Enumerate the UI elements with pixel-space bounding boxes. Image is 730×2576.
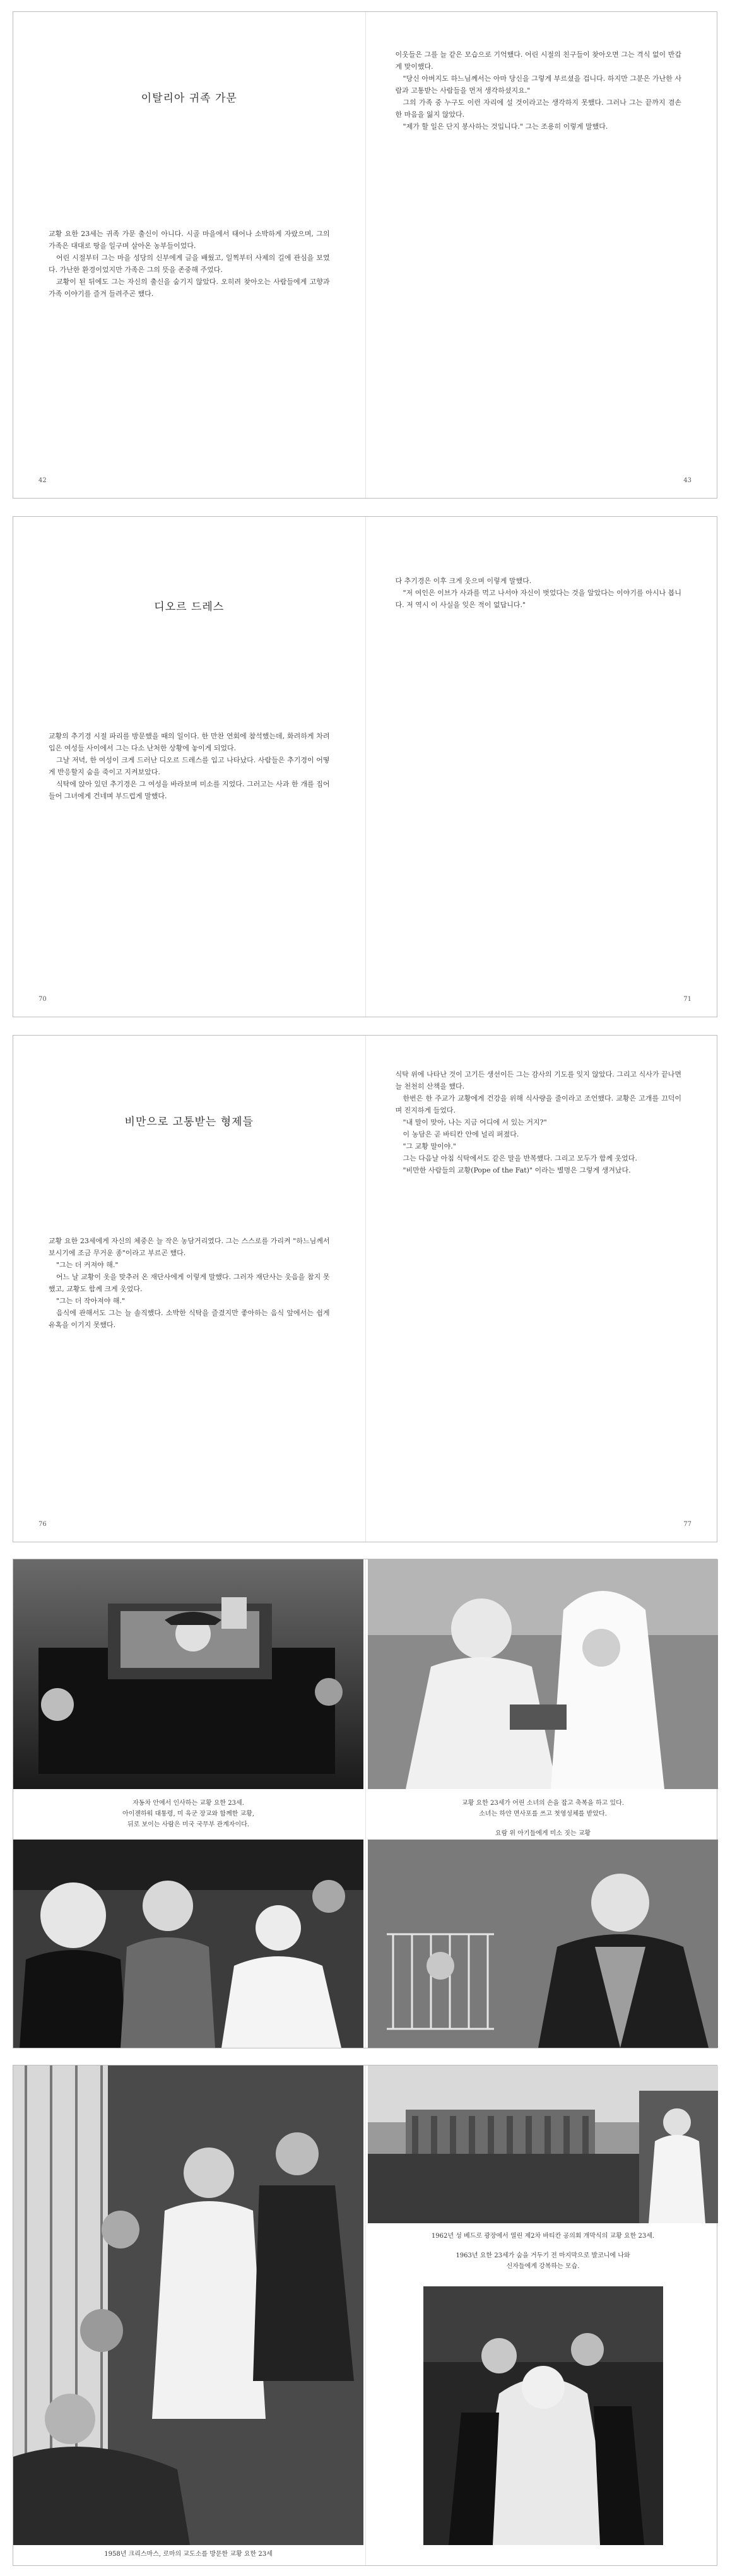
page-number: 71 (683, 996, 692, 1003)
paragraph: 그는 다음날 아침 식탁에서도 같은 말을 반복했다. 그리고 모두가 함께 웃었다. (403, 1154, 637, 1162)
gutter-divider (365, 1559, 366, 2048)
photo-spread-2 (13, 2065, 717, 2566)
photo-st-peters-square (368, 2065, 718, 2223)
body-text-left (49, 730, 330, 802)
page-number: 70 (38, 996, 47, 1003)
page-43 (365, 12, 717, 498)
page-71 (365, 517, 717, 1017)
body-text-right (396, 575, 682, 611)
paragraph: "당신 아버지도 하느님께서는 아마 당신을 그렇게 부르셨을 겁니다. 하지만 그분은 가난한 사람과 고통받는 사람들을 먼저 생각하셨지요." (395, 74, 681, 95)
photo-caption (368, 2231, 718, 2272)
photo-caption (368, 1798, 718, 1839)
paragraph: 식탁 위에 나타난 것이 고기든 생선이든 그는 감사의 기도를 잊지 않았다. 그리고 식사가 끝나면 늘 천천히 산책을 했다. (395, 1070, 681, 1090)
photo-eisenhower-meeting (13, 1840, 363, 2048)
paragraph: "비만한 사람들의 교황(Pope of the Fat)" 이라는 별명은 그렇게 생겨났다. (403, 1166, 631, 1174)
caption-line: 교황 요한 23세가 어린 소녀의 손을 잡고 축복을 하고 있다. (461, 1800, 625, 1807)
paragraph: 어린 시절부터 그는 마을 성당의 신부에게 글을 배웠고, 일찍부터 사제의 길에 관심을 보였다. 가난한 환경이었지만 가족은 그의 뜻을 존중해 주었다. (49, 254, 330, 274)
photo-caption: 1958년 크리스마스, 로마의 교도소를 방문한 교황 요한 23세 (104, 2551, 273, 2558)
paragraph: 그의 가족 중 누구도 이런 자리에 설 것이라고는 생각하지 못했다. 그러나 그는 끝까지 겸손한 마음을 잃지 않았다. (395, 98, 681, 119)
page-70 (13, 517, 365, 1017)
paragraph: 이웃들은 그를 늘 같은 모습으로 기억했다. 어린 시절의 친구들이 찾아오면 그는 격식 없이 반갑게 맞이했다. (395, 50, 681, 71)
paragraph: 교황 요한 23세는 귀족 가문 출신이 아니다. 시골 마을에서 태어나 소박하게 자랐으며, 그의 가족은 대대로 땅을 일구며 살아온 농부들이었다. (49, 230, 330, 250)
chapter-title: 디오르 드레스 (154, 601, 225, 613)
page-76 (13, 1036, 365, 1542)
page-77 (365, 1036, 717, 1542)
photo-last-blessing (423, 2286, 663, 2545)
caption-line: 1963년 요한 23세가 숨을 거두기 전 마지막으로 발코니에 나와 (456, 2252, 630, 2259)
caption-line: 1962년 성 베드로 광장에서 열린 제2차 바티칸 공의회 개막식의 교황 요한 23세. (431, 2233, 655, 2240)
caption-line: 소녀는 하얀 면사포를 쓰고 첫영성체를 받았다. (479, 1811, 607, 1817)
body-text-right (396, 1068, 682, 1176)
photo-car-greeting (13, 1559, 363, 1789)
page-number: 76 (38, 1521, 47, 1528)
body-text-right (396, 49, 682, 133)
paragraph: 한번은 한 주교가 교황에게 건강을 위해 식사량을 줄이라고 조언했다. 교황은 고개를 끄덕이며 진지하게 들었다. (395, 1094, 681, 1114)
paragraph: 어느 날 교황이 옷을 맞추러 온 재단사에게 이렇게 말했다. 그러자 재단사는 웃음을 참지 못했고, 교황도 함께 크게 웃었다. (49, 1273, 330, 1293)
paragraph: "그는 더 작아져야 해." (56, 1297, 126, 1305)
paragraph: "제가 할 일은 단지 봉사하는 것입니다." 그는 조용히 이렇게 말했다. (403, 122, 608, 131)
photo-prison-visit (13, 2065, 363, 2545)
book-spread-70-71 (13, 516, 717, 1017)
page-number: 43 (683, 477, 692, 484)
paragraph: 교황이 된 뒤에도 그는 자신의 출신을 숨기지 않았다. 오히려 찾아오는 사람들에게 고향과 가족 이야기를 즐겨 들려주곤 했다. (49, 278, 330, 298)
page-42 (13, 12, 365, 498)
paragraph: 교황의 추기경 시절 파리를 방문했을 때의 일이다. 한 만찬 연회에 참석했는데, 화려하게 차려입은 여성들 사이에서 그는 다소 난처한 상황에 놓이게 되었다. (49, 732, 330, 752)
paragraph: "저 여인은 이브가 사과를 먹고 나서야 자신이 벗었다는 것을 알았다는 이야기를 아시나 봅니다. 저 역시 이 사실을 잊은 적이 없답니다." (395, 589, 681, 609)
caption-line: 자동차 안에서 인사하는 교황 요한 23세. (132, 1800, 244, 1807)
page-number: 77 (683, 1521, 692, 1528)
photo-caption (13, 1798, 363, 1830)
paragraph: 교황 요한 23세에게 자신의 체중은 늘 작은 농담거리였다. 그는 스스로를 가리켜 "하느님께서 보시기에 조금 무거운 종"이라고 부르곤 했다. (49, 1237, 330, 1257)
paragraph: 그날 저녁, 한 여성이 크게 드러난 디오르 드레스를 입고 나타났다. 사람들은 추기경이 어떻게 반응할지 숨을 죽이고 지켜보았다. (49, 756, 330, 776)
page-number: 42 (38, 477, 47, 484)
caption-line: 아이젠하워 대통령, 미 육군 장교와 함께한 교황, (122, 1811, 254, 1817)
photo-nursery-visit (368, 1840, 718, 2048)
chapter-title: 비만으로 고통받는 형제들 (124, 1116, 254, 1128)
paragraph: 이 농담은 곧 바티칸 안에 널리 퍼졌다. (403, 1130, 519, 1138)
book-spread-76-77 (13, 1035, 717, 1542)
paragraph: 음식에 관해서도 그는 늘 솔직했다. 소박한 식탁을 즐겼지만 좋아하는 음식 앞에서는 쉽게 유혹을 이기지 못했다. (49, 1309, 330, 1329)
caption-line: 요람 위 아기들에게 미소 짓는 교황 (495, 1830, 591, 1837)
book-spread-42-43 (13, 11, 717, 499)
body-text-left (49, 1235, 330, 1331)
paragraph: 다 추기경은 이후 크게 웃으며 이렇게 말했다. (395, 577, 532, 585)
gutter-divider (365, 2065, 366, 2565)
body-text-left (49, 228, 330, 300)
chapter-title: 이탈리아 귀족 가문 (141, 92, 237, 105)
photo-girl-blessing (368, 1559, 718, 1789)
caption-line: 뒤로 보이는 사람은 미국 국무부 관계자이다. (127, 1821, 249, 1828)
caption-line: 신자들에게 강복하는 모습. (506, 2263, 580, 2270)
paragraph: "내 말이 맞아, 나는 지금 어디에 서 있는 거지?" (403, 1118, 547, 1126)
paragraph: "그는 더 커져야 해." (56, 1261, 119, 1269)
paragraph: "그 교황 말이야." (403, 1142, 456, 1150)
photo-spread-1 (13, 1559, 717, 2048)
paragraph: 식탁에 앉아 있던 추기경은 그 여성을 바라보며 미소를 지었다. 그러고는 사과 한 개를 집어 들어 그녀에게 건네며 부드럽게 말했다. (49, 780, 330, 800)
